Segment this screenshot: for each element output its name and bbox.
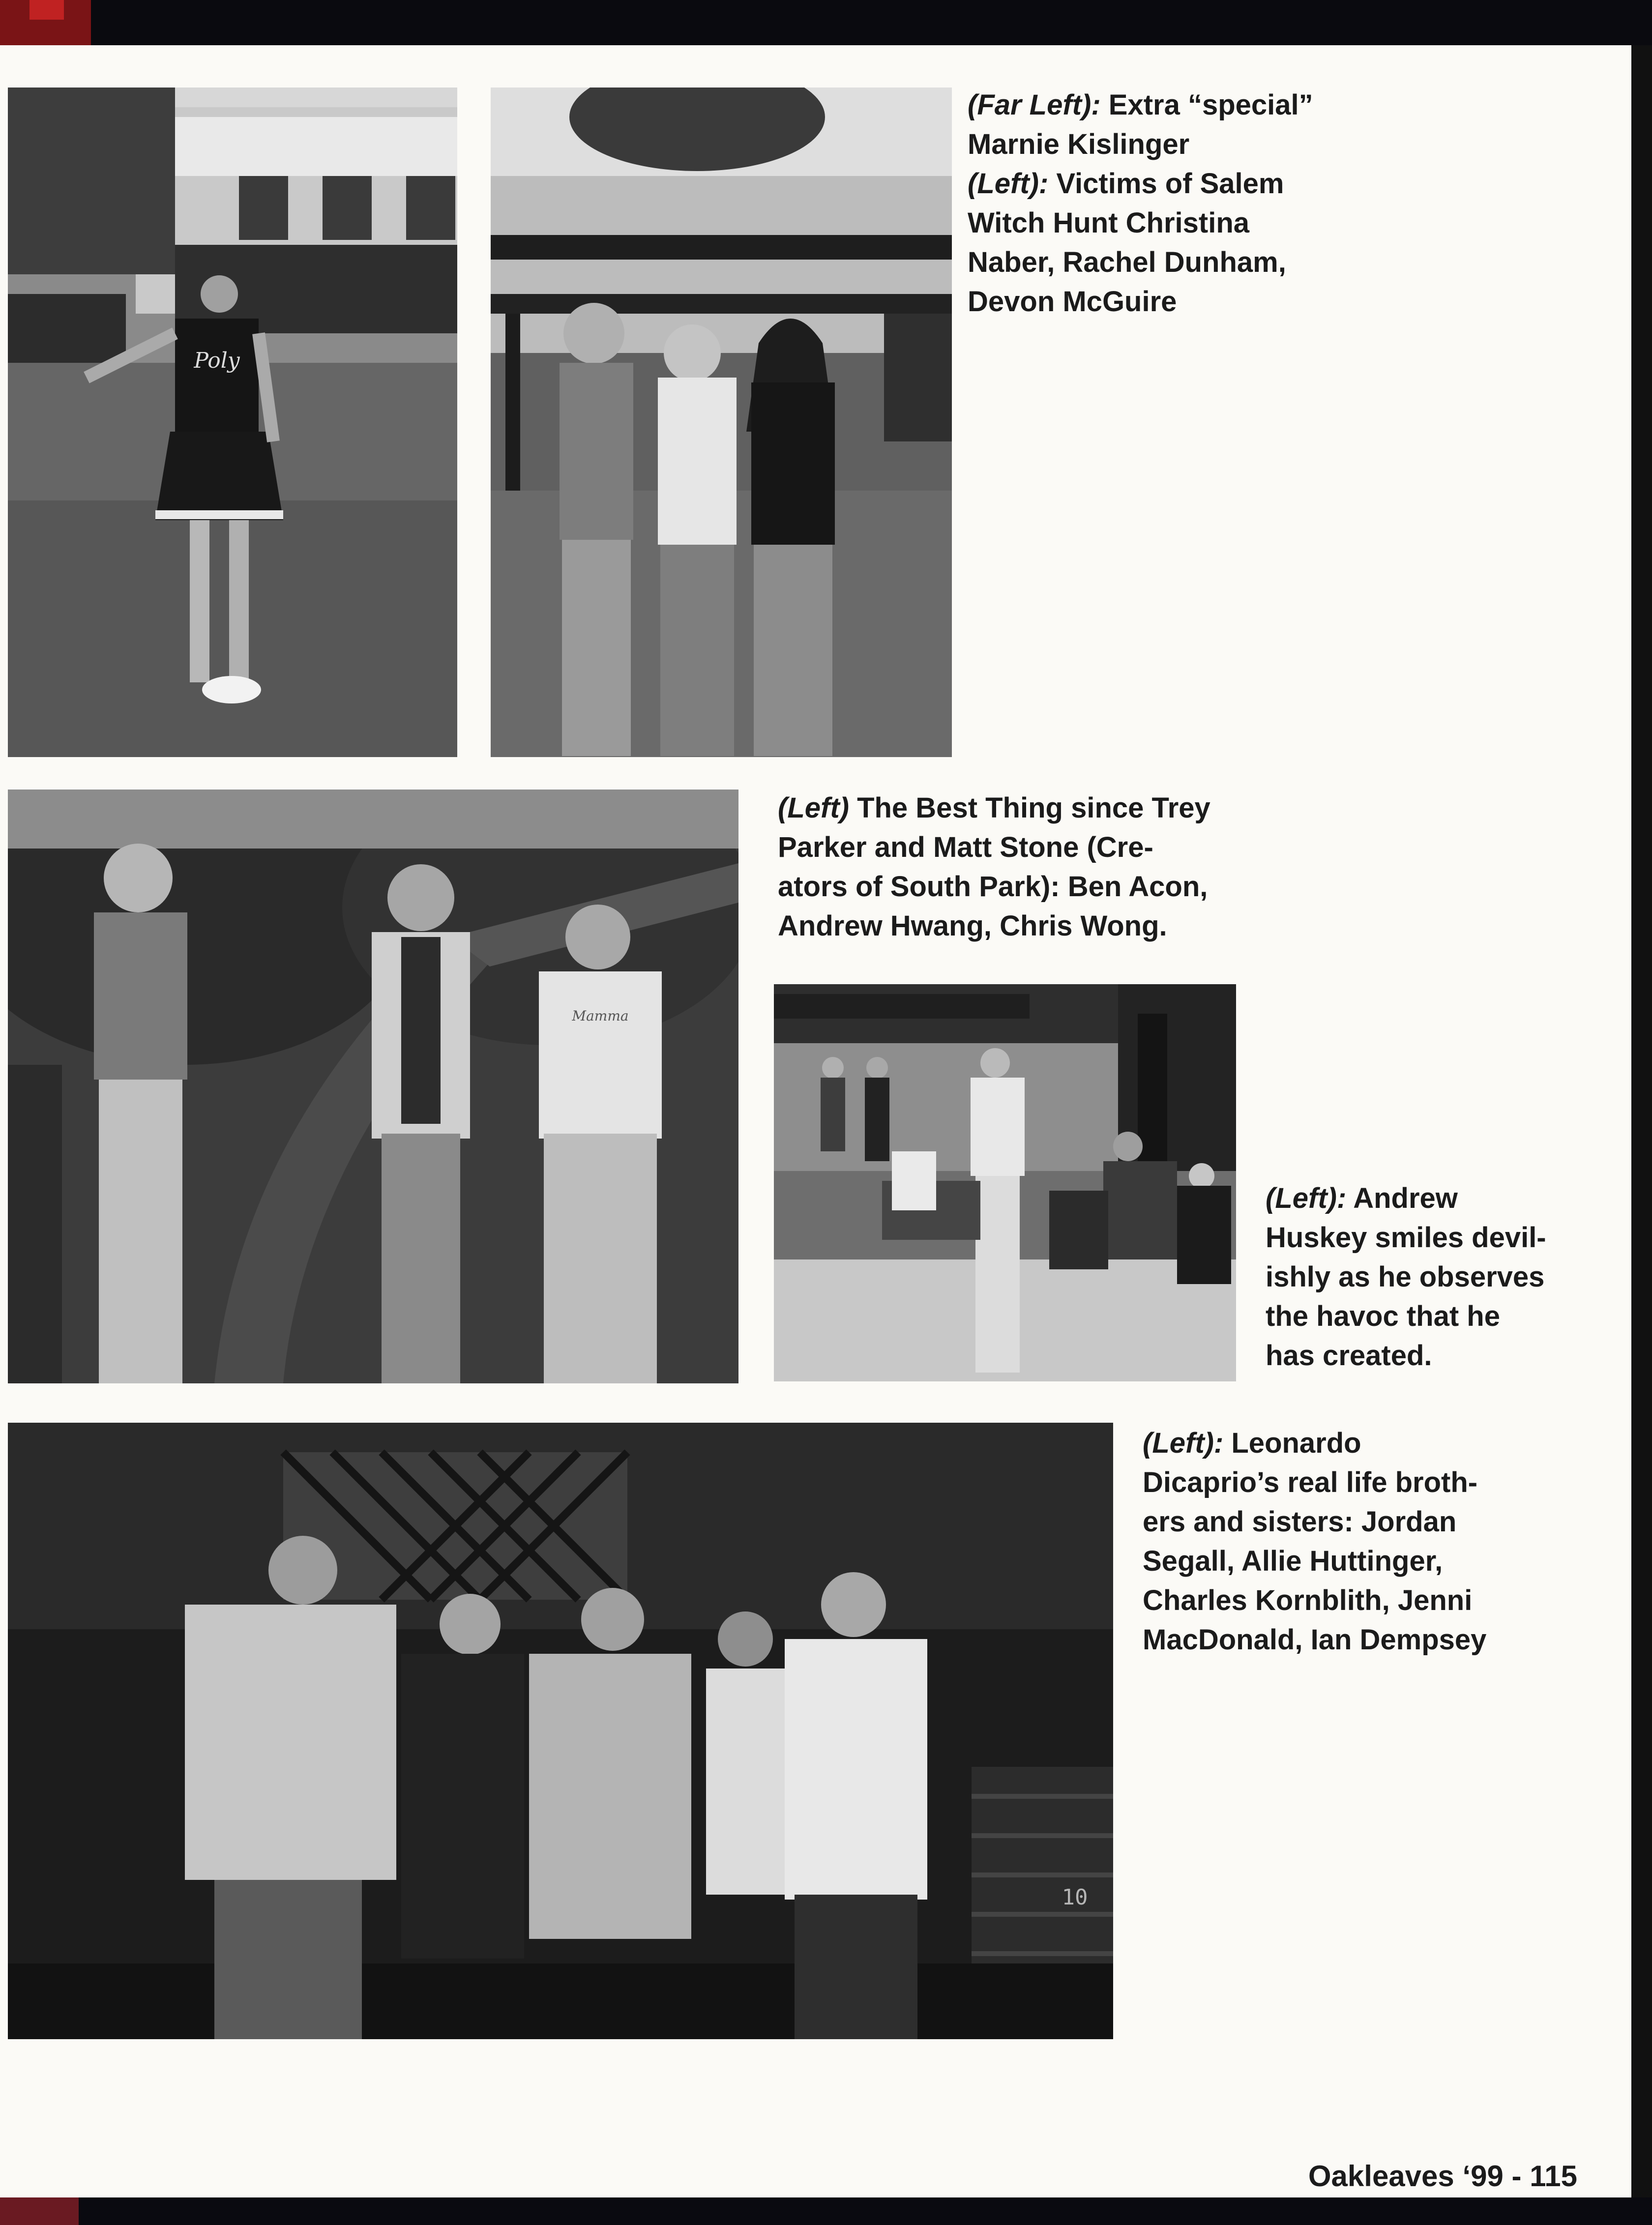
caption-line: Dicaprio’s real life broth- <box>1143 1466 1478 1498</box>
scan-cover-edge-bottom <box>0 2197 79 2225</box>
caption-line: ators of South Park): Ben Acon, <box>778 871 1208 903</box>
yearbook-page <box>0 45 1631 2198</box>
page-folio <box>1308 2159 1577 2193</box>
caption-line: Segall, Allie Huttinger, <box>1143 1545 1443 1577</box>
folio-separator: - <box>1503 2160 1530 2193</box>
caption-leonardo <box>1143 1424 1486 1660</box>
caption-far-left <box>968 86 1313 322</box>
shirt-logo-text: Mamma <box>572 1008 629 1024</box>
caption-line: has created. <box>1266 1340 1432 1372</box>
caption-line: Devon McGuire <box>968 286 1177 318</box>
caption-line: (Left): Andrew <box>1266 1182 1458 1214</box>
scan-border-right <box>1631 45 1652 2198</box>
caption-line: ishly as he observes <box>1266 1261 1545 1293</box>
caption-line: the havoc that he <box>1266 1300 1500 1332</box>
caption-line: ers and sisters: Jordan <box>1143 1506 1457 1538</box>
caption-line: Witch Hunt Christina <box>968 207 1250 239</box>
caption-best-thing <box>778 789 1210 946</box>
caption-line: (Left): Victims of Salem <box>968 168 1284 200</box>
caption-line: (Far Left): Extra “special” <box>968 89 1313 121</box>
cheer-uniform-text: Poly <box>194 348 240 373</box>
publication-name: Oakleaves ‘99 <box>1308 2160 1504 2193</box>
three-girls-photo <box>491 88 952 757</box>
caption-line: (Left) The Best Thing since Trey <box>778 792 1210 824</box>
caption-line: Naber, Rachel Dunham, <box>968 246 1286 278</box>
page-number: 115 <box>1530 2160 1577 2193</box>
scan-border-bottom <box>0 2197 1652 2225</box>
caption-line: Huskey smiles devil- <box>1266 1222 1546 1254</box>
caption-line: Charles Kornblith, Jenni <box>1143 1584 1473 1616</box>
scan-border-top <box>0 0 1652 45</box>
caption-andrew-huskey <box>1266 1179 1546 1376</box>
caption-line: MacDonald, Ian Dempsey <box>1143 1624 1487 1656</box>
caption-line: Marnie Kislinger <box>968 128 1190 160</box>
caption-line: Andrew Hwang, Chris Wong. <box>778 910 1167 942</box>
cheerleader-photo <box>8 88 457 757</box>
crowd-photo <box>774 984 1236 1381</box>
photo-frame-number: 10 <box>1062 1885 1088 1910</box>
group-of-five-photo <box>8 1423 1113 2039</box>
caption-line: (Left): Leonardo <box>1143 1427 1361 1459</box>
three-boys-photo <box>8 790 738 1383</box>
scan-cover-edge-highlight <box>30 0 64 20</box>
caption-line: Parker and Matt Stone (Cre- <box>778 831 1153 863</box>
